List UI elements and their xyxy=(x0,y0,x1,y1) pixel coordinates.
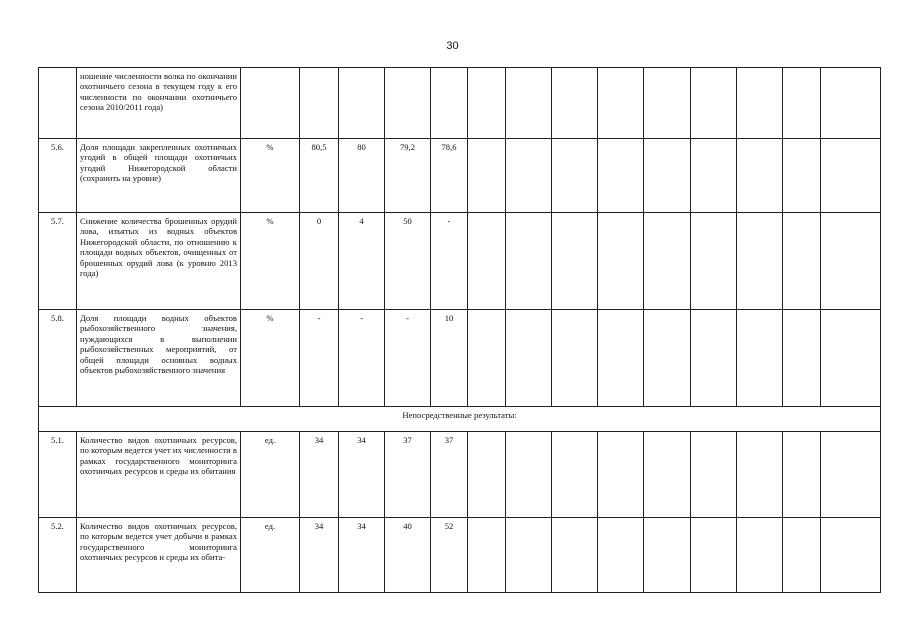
value-cell xyxy=(431,68,468,139)
empty-cell xyxy=(468,68,506,139)
value-cell: 34 xyxy=(300,432,339,518)
value-cell: 10 xyxy=(431,310,468,407)
row-number: 5.8. xyxy=(39,310,77,407)
unit-cell: ед. xyxy=(241,432,300,518)
empty-cell xyxy=(821,68,881,139)
empty-cell xyxy=(598,139,644,213)
value-cell: - xyxy=(385,310,431,407)
empty-cell xyxy=(468,310,506,407)
unit-cell: ед. xyxy=(241,518,300,593)
value-cell: - xyxy=(431,213,468,310)
empty-cell xyxy=(737,213,783,310)
empty-cell xyxy=(506,68,552,139)
value-cell: 34 xyxy=(300,518,339,593)
empty-cell xyxy=(468,213,506,310)
value-cell: 37 xyxy=(431,432,468,518)
table-row xyxy=(39,139,881,213)
empty-cell xyxy=(821,139,881,213)
empty-cell xyxy=(598,432,644,518)
empty-cell xyxy=(737,518,783,593)
value-cell: 50 xyxy=(385,213,431,310)
empty-cell xyxy=(506,310,552,407)
empty-cell xyxy=(468,518,506,593)
empty-cell xyxy=(644,213,691,310)
empty-cell xyxy=(468,139,506,213)
value-cell: 78,6 xyxy=(431,139,468,213)
value-cell: 34 xyxy=(339,518,385,593)
table-row xyxy=(39,213,881,310)
row-number: 5.1. xyxy=(39,432,77,518)
unit-cell: % xyxy=(241,213,300,310)
empty-cell xyxy=(783,213,821,310)
empty-cell xyxy=(552,139,598,213)
empty-cell xyxy=(598,68,644,139)
empty-cell xyxy=(644,518,691,593)
section-title: Непосредственные результаты: xyxy=(39,407,881,432)
table-row xyxy=(39,68,881,139)
indicator-name: ношение численности волка по окончании охотничьего сезона в текущем году к его численности по окончании охотничьего сезона 2010/2011 года) xyxy=(77,68,241,139)
empty-cell xyxy=(506,213,552,310)
empty-cell xyxy=(598,518,644,593)
value-cell: 80 xyxy=(339,139,385,213)
table-row xyxy=(39,432,881,518)
value-cell: 40 xyxy=(385,518,431,593)
indicator-name: Доля площади водных объектов рыбохозяйственного значения, нуждающихся в выполнении рыбохозяйственных мероприятий, от общей площади основных водных объектов рыбохозяйственного значения xyxy=(77,310,241,407)
empty-cell xyxy=(783,68,821,139)
empty-cell xyxy=(691,213,737,310)
indicator-name: Доля площади закрепленных охотничьих угодий в общей площади охотничьих угодий Нижегородской области (сохранить на уровне) xyxy=(77,139,241,213)
empty-cell xyxy=(506,432,552,518)
empty-cell xyxy=(598,310,644,407)
value-cell: - xyxy=(339,310,385,407)
empty-cell xyxy=(821,432,881,518)
value-cell: 80,5 xyxy=(300,139,339,213)
row-number: 5.7. xyxy=(39,213,77,310)
value-cell: - xyxy=(300,310,339,407)
empty-cell xyxy=(691,68,737,139)
empty-cell xyxy=(644,310,691,407)
empty-cell xyxy=(783,139,821,213)
table-row xyxy=(39,518,881,593)
value-cell: 0 xyxy=(300,213,339,310)
page-number: 30 xyxy=(446,40,459,52)
empty-cell xyxy=(644,68,691,139)
value-cell xyxy=(300,68,339,139)
empty-cell xyxy=(644,139,691,213)
empty-cell xyxy=(691,518,737,593)
empty-cell xyxy=(506,139,552,213)
unit-cell: % xyxy=(241,139,300,213)
unit-cell xyxy=(241,68,300,139)
empty-cell xyxy=(552,68,598,139)
row-number xyxy=(39,68,77,139)
empty-cell xyxy=(691,139,737,213)
empty-cell xyxy=(552,310,598,407)
value-cell xyxy=(385,68,431,139)
value-cell: 4 xyxy=(339,213,385,310)
empty-cell xyxy=(783,518,821,593)
unit-cell: % xyxy=(241,310,300,407)
empty-cell xyxy=(737,68,783,139)
indicator-name: Количество видов охотничьих ресурсов, по которым ведется учет их численности в рамках государственного мониторинга охотничьих ресурсов и среды их обитания xyxy=(77,432,241,518)
empty-cell xyxy=(691,310,737,407)
row-number: 5.2. xyxy=(39,518,77,593)
section-row xyxy=(39,407,881,432)
empty-cell xyxy=(821,213,881,310)
empty-cell xyxy=(783,310,821,407)
row-number: 5.6. xyxy=(39,139,77,213)
value-cell: 37 xyxy=(385,432,431,518)
empty-cell xyxy=(821,518,881,593)
empty-cell xyxy=(821,310,881,407)
empty-cell xyxy=(737,432,783,518)
indicators-table xyxy=(38,67,881,593)
empty-cell xyxy=(468,432,506,518)
empty-cell xyxy=(552,213,598,310)
empty-cell xyxy=(691,432,737,518)
empty-cell xyxy=(506,518,552,593)
value-cell: 34 xyxy=(339,432,385,518)
empty-cell xyxy=(552,518,598,593)
empty-cell xyxy=(783,432,821,518)
empty-cell xyxy=(552,432,598,518)
value-cell: 79,2 xyxy=(385,139,431,213)
empty-cell xyxy=(737,139,783,213)
empty-cell xyxy=(644,432,691,518)
empty-cell xyxy=(737,310,783,407)
empty-cell xyxy=(598,213,644,310)
indicator-name: Количество видов охотничьих ресурсов, по которым ведется учет добычи в рамках государственного мониторинга охотничьих ресурсов и среды их обита- xyxy=(77,518,241,593)
value-cell: 52 xyxy=(431,518,468,593)
value-cell xyxy=(339,68,385,139)
indicator-name: Снижение количества брошенных орудий лова, изъятых из водных объектов Нижегородской области, по отношению к площади водных объектов, очищенных от брошенных орудий лова (к уровню 2013 года) xyxy=(77,213,241,310)
table-row xyxy=(39,310,881,407)
